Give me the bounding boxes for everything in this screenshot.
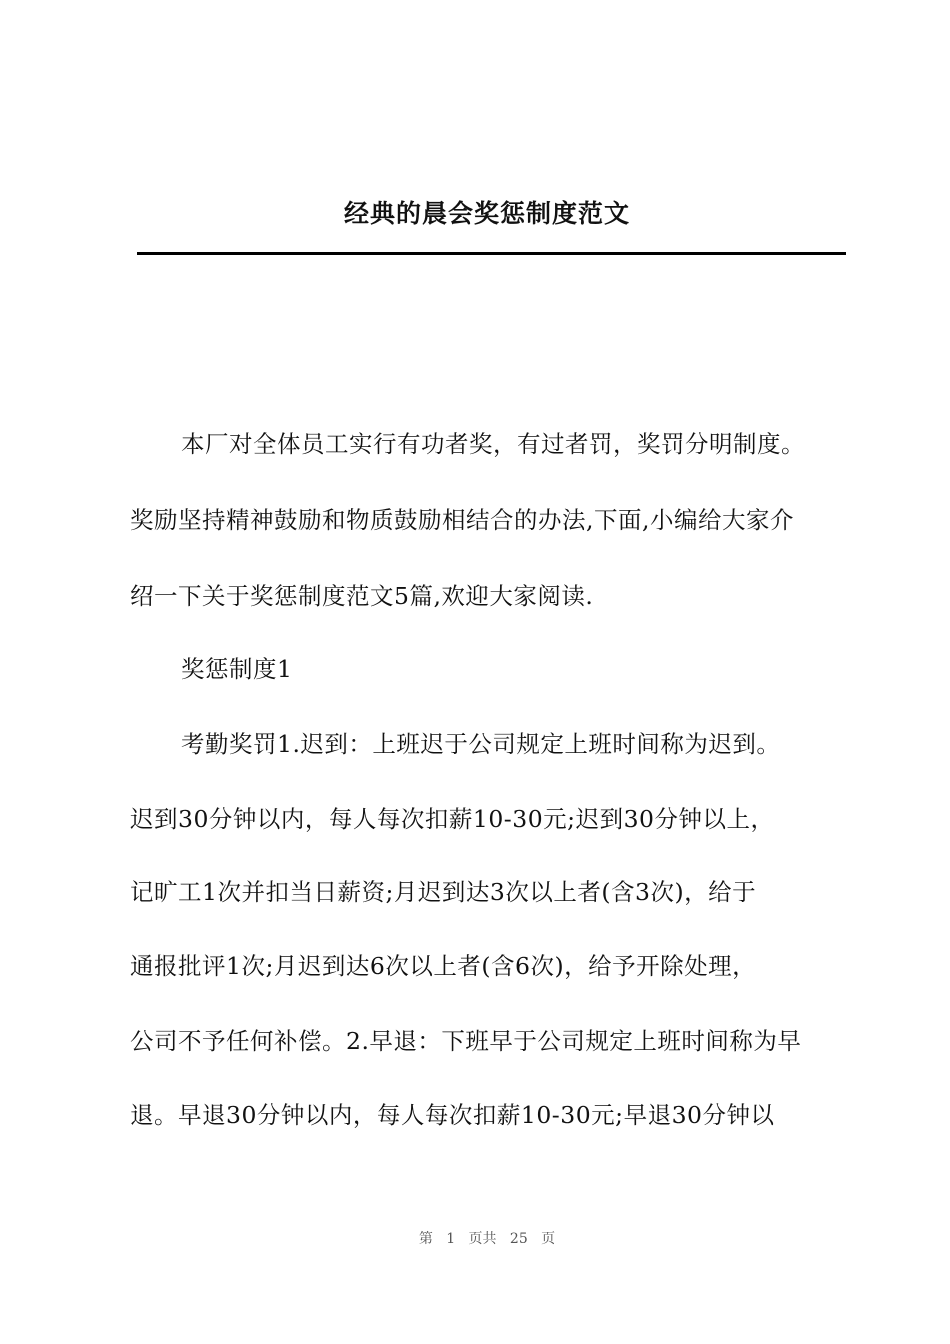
paragraph-line: 通报批评1次;月迟到达6次以上者(含6次)，给予开除处理，	[130, 952, 757, 980]
paragraph-line: 记旷工1次并扣当日薪资;月迟到达3次以上者(含3次)，给于	[130, 878, 757, 906]
paragraph-line: 公司不予任何补偿。2.早退：下班早于公司规定上班时间称为早	[130, 1027, 802, 1055]
paragraph-line: 绍一下关于奖惩制度范文5篇,欢迎大家阅读.	[130, 582, 594, 610]
footer-total-pages: 25	[509, 1231, 528, 1247]
title-divider	[137, 252, 846, 255]
paragraph-line: 本厂对全体员工实行有功者奖，有过者罚，奖罚分明制度。	[181, 430, 805, 458]
paragraph-line: 奖励坚持精神鼓励和物质鼓励相结合的办法,下面,小编给大家介	[130, 506, 794, 534]
document-title: 经典的晨会奖惩制度范文	[343, 199, 630, 228]
section-heading: 奖惩制度1	[181, 655, 293, 683]
footer-suffix: 页	[541, 1231, 556, 1247]
footer-mid: 页共	[468, 1231, 497, 1247]
paragraph-line: 退。早退30分钟以内，每人每次扣薪10-30元;早退30分钟以	[130, 1101, 775, 1129]
paragraph-line: 考勤奖罚1.迟到：上班迟于公司规定上班时间称为迟到。	[181, 730, 781, 758]
paragraph-line: 迟到30分钟以内，每人每次扣薪10-30元;迟到30分钟以上，	[130, 805, 775, 833]
footer-current-page: 1	[446, 1231, 456, 1247]
footer-prefix: 第	[418, 1231, 433, 1247]
page-footer	[0, 1229, 950, 1249]
